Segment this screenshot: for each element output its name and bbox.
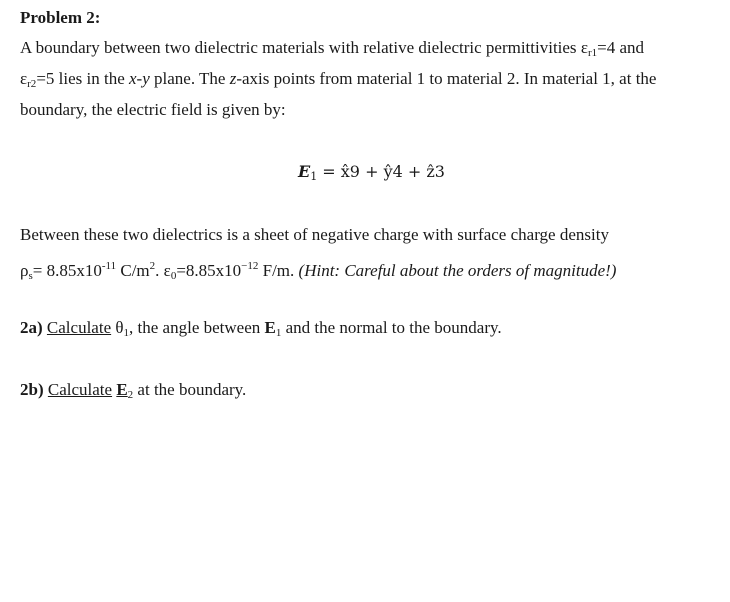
text-run: =8.85x10 — [176, 261, 242, 280]
epsilon-symbol: ε — [20, 69, 28, 88]
text-run: C/m — [116, 261, 150, 280]
text-run: F/m. — [258, 261, 299, 280]
question-label: 2b) — [20, 380, 44, 399]
question-2b — [20, 380, 246, 405]
calculate-link[interactable]: Calculate — [46, 318, 112, 337]
text-run: =5 lies in the — [36, 69, 129, 88]
text-run: plane. The — [149, 69, 230, 88]
subscript: r1 — [587, 47, 598, 59]
paragraph-line-2 — [20, 69, 656, 94]
equation-rhs: = x̂9 + ŷ4 + ẑ3 — [317, 162, 445, 181]
superscript: 2 — [149, 260, 156, 272]
text-run: , the angle between — [129, 318, 265, 337]
subscript: 1 — [123, 327, 130, 339]
superscript: −12 — [241, 260, 259, 272]
subscript: 1 — [310, 170, 318, 183]
subscript: 1 — [275, 327, 282, 339]
question-label: 2a) — [20, 318, 43, 337]
charge-line-1: Between these two dielectrics is a sheet of negative charge with surface charge density — [20, 225, 609, 244]
text-run: A boundary between two dielectric materials with relative dielectric permittivities — [20, 38, 581, 57]
calculate-link[interactable]: Calculate — [47, 380, 113, 399]
text-run: at the boundary. — [133, 380, 247, 399]
hint-text: (Hint: Careful about the orders of magnitude!) — [298, 261, 617, 280]
z-axis-label: z — [229, 69, 237, 88]
paragraph-line-3: boundary, the electric field is given by: — [20, 100, 286, 119]
field-symbol: E — [298, 162, 311, 181]
rho-symbol: ρ — [20, 261, 29, 280]
field-symbol: E — [264, 318, 276, 337]
text-run: =4 and — [597, 38, 645, 57]
superscript: -11 — [101, 260, 117, 272]
paragraph-line-1 — [20, 38, 644, 63]
epsilon-symbol: ε — [580, 38, 588, 57]
subscript: 0 — [170, 270, 177, 282]
text-run: θ — [111, 318, 124, 337]
text-run: and the normal to the boundary. — [281, 318, 502, 337]
charge-line-2 — [20, 256, 616, 286]
subscript: 2 — [127, 389, 134, 401]
question-2a — [20, 318, 502, 343]
text-run: = 8.85x10 — [32, 261, 102, 280]
subscript: s — [28, 270, 33, 282]
field-symbol: E — [116, 380, 128, 399]
subscript: r2 — [27, 78, 37, 90]
text-run: . ε — [155, 261, 171, 280]
xy-plane-label: x-y — [129, 69, 150, 88]
text-run: -axis points from material 1 to material 2. In material 1, at the — [236, 69, 657, 88]
problem-title: Problem 2: — [20, 8, 101, 27]
field-equation — [298, 162, 445, 187]
